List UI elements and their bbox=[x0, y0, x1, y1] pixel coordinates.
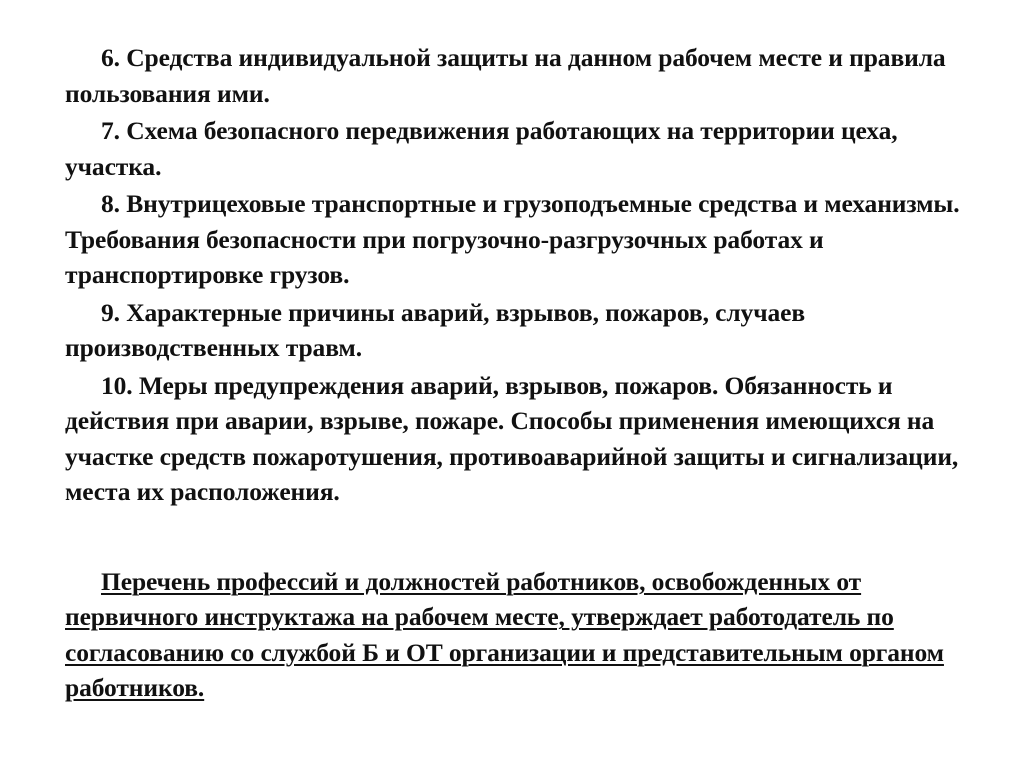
paragraph-item-6: 6. Средства индивидуальной защиты на данном рабочем месте и правила пользования ими. bbox=[65, 43, 946, 108]
paragraph-item-8: 8. Внутрицеховые транспортные и грузоподъемные средства и механизмы. Требования безопасности при погрузочно-разгрузочных работах и транспортировке грузов. bbox=[65, 189, 960, 289]
slide-content bbox=[65, 40, 1000, 708]
paragraph-item-10: 10. Меры предупреждения аварий, взрывов, пожаров. Обязанность и действия при аварии, взрыве, пожаре. Способы применения имеющихся на участке средств пожаротушения, противоаварийной защиты и сигнализации, места их расположения. bbox=[65, 370, 959, 506]
paragraph-item-9: 9. Характерные причины аварий, взрывов, пожаров, случаев производственных травм. bbox=[65, 297, 806, 362]
underlined-note: Перечень профессий и должностей работников, освобожденных от первичного инструктажа на рабочем месте, утверждает работодатель по согласованию со службой Б и ОТ организации и представительным органом работников. bbox=[65, 566, 944, 702]
paragraph-item-7: 7. Схема безопасного передвижения работающих на территории цеха, участка. bbox=[65, 116, 898, 181]
